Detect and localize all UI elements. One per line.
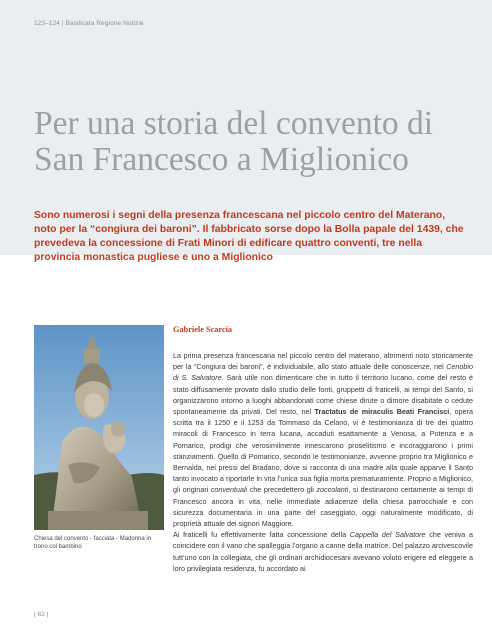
body-paragraph: La prima presenza francescana nel piccolo centro del materano, altrimenti noto storicamente per la “Congiura dei baroni”, è individuabile, allo stato attuale delle conoscenze, nel Cenobio di S. Salvatore. Sarà utile non dimenticare che in tutto il territorio lucano, come del resto è stato diffusamente provato dallo studio delle fonti, gruppetti di fraticelli, ai tempi del Santo, si organizzarono intorno a luoghi abbandonati come chiese dirute o dimore disabitate o cedute spontaneamente da privati. Del resto, nel Tractatus de miraculis Beati Francisci, opera scritta tra il 1250 e il 1253 da Tommaso da Celano, vi è testimonianza di tre dei quattro miracoli di Francesco in terra lucana, accaduti esattamente a Venosa, a Potenza e a Pomarico, prodigi che verosimilmente innescarono proselitismo e incoraggiarono i primi stanziamenti. Quello di Pomarico, secondo le testimonianze, avvenne proprio tra Miglionico e Bernalda, nei pressi del Bradano, dove si racconta di una madre alla quale apparve il Santo tanto invocato a riportarle in vita l’unica sua figlia morta prematuramente. Proprio a Miglionico, gli originari conventuali che precedettero gli zoccolanti, si destinarono certamente ai tempi di Francesco ancora in vita, nelle immediate adiacenze della chiesa parrocchiale e con sicurezza documentaria in una parte del caseggiato, oggi naturalmente modificato, di proprietà attuale dei signori Maggiore.	[173, 351, 474, 529]
article-title: Per una storia del convento di San Francesco a Miglionico	[34, 105, 434, 178]
author-name: Gabriele Scarcia	[173, 325, 233, 334]
body-paragraph: Ai fraticelli fu effettivamente fatta concessione della Cappella del Salvatore che veniva a coincidere con il vano che spalleggia l’organo a canne della matrice. Del palazzo arcivescovile tutt’uno con la collegiata, che gli ordinari archidiocesani avevano voluto erigere ed eleggere a loro privilegiata residenza, fu accordato ai	[173, 530, 473, 573]
running-head: 123–124 | Basilicata Regione Notizie	[34, 20, 144, 27]
image-caption: Chiesa del convento - facciata - Madonna in trono col bambino	[34, 536, 152, 550]
madonna-statue-image	[34, 325, 164, 530]
article-lead: Sono numerosi i segni della presenza francescana nel piccolo centro del Materano, noto per la “congiura dei baroni”. Il fabbricato sorse dopo la Bolla papale del 1439, che prevedeva la concessione di Frati Minori di edificare quattro conventi, tre nella provincia monastica pugliese e uno a Miglionico	[34, 210, 464, 263]
page-number: | 62 |	[34, 611, 49, 618]
statue-photo	[34, 325, 164, 530]
article-body	[173, 350, 473, 574]
